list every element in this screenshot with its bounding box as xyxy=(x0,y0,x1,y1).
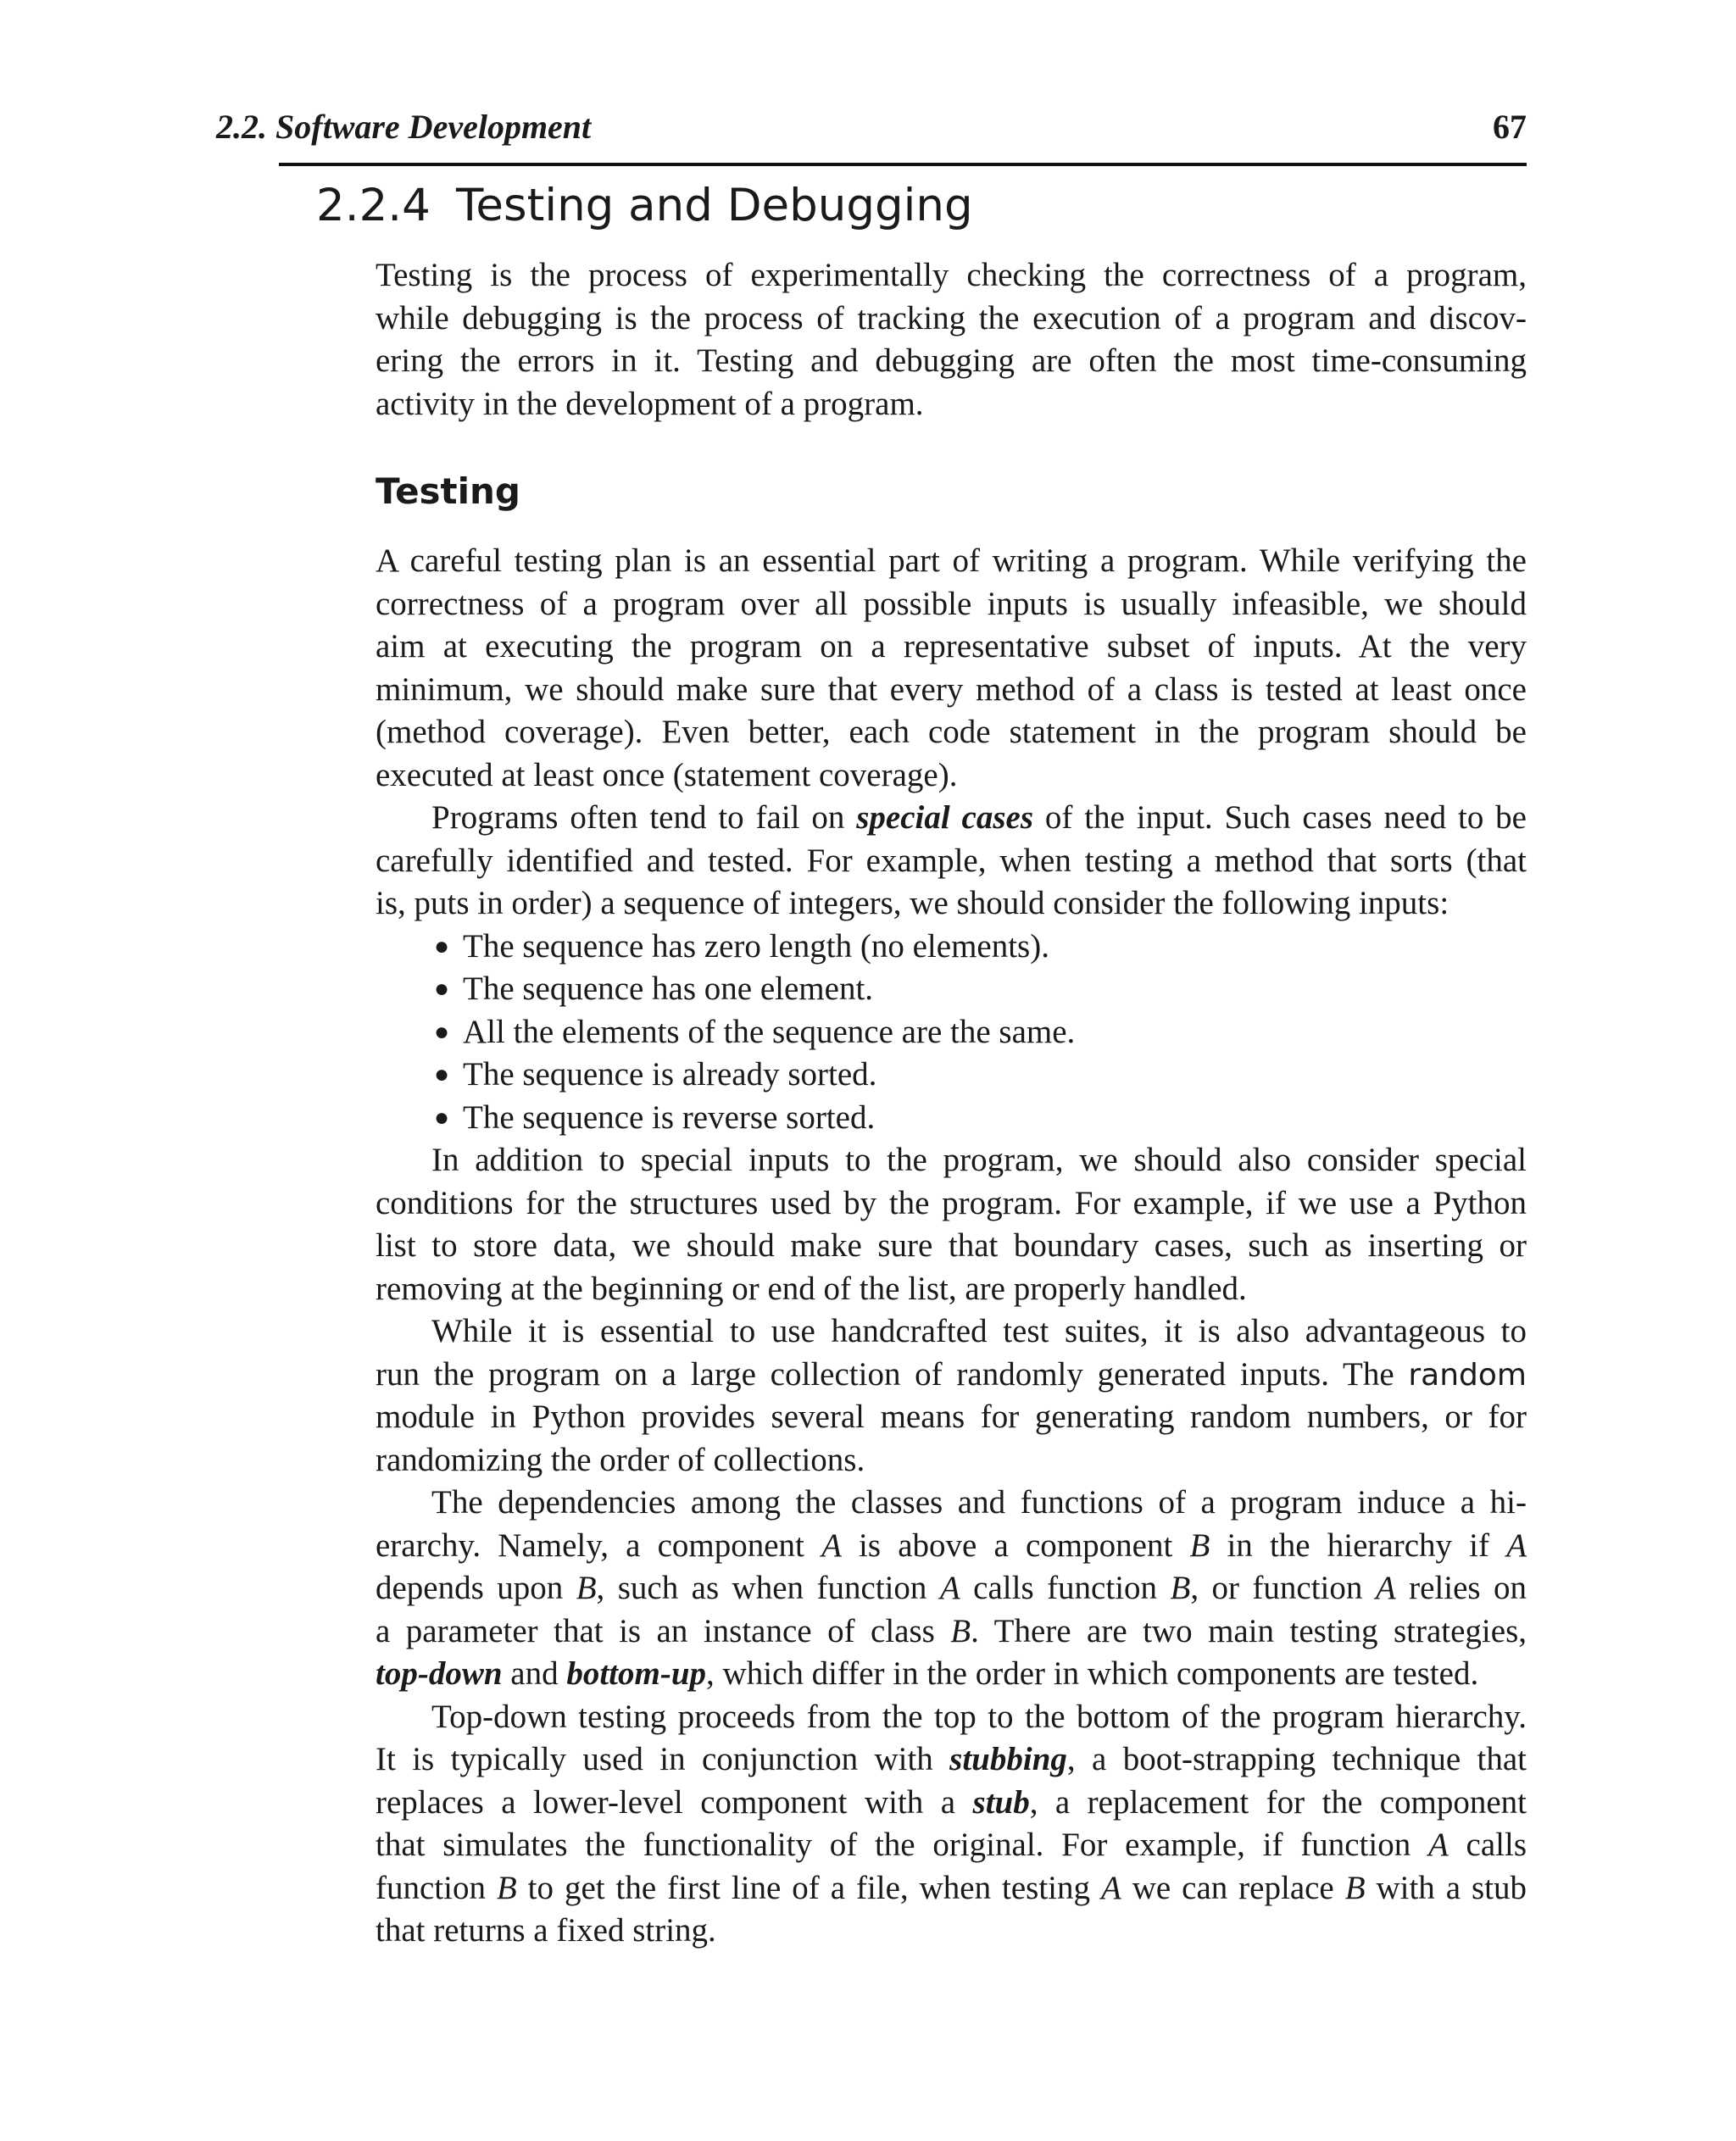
bullet-icon: ● xyxy=(434,975,450,1003)
text-line: While it is essential to use handcrafted test suites, it is also advantageous to xyxy=(431,1313,1527,1349)
text-run: to get the first line of a file, when testing xyxy=(516,1869,1101,1906)
text-line xyxy=(376,1354,1527,1397)
text-line xyxy=(376,1653,1527,1696)
text-line xyxy=(376,1824,1527,1867)
text-line: removing at the beginning or end of the list, are properly handled. xyxy=(376,1270,1247,1307)
bullet-icon: ● xyxy=(434,1017,450,1046)
math-symbol: B xyxy=(1344,1869,1366,1906)
text-line: minimum, we should make sure that every method of a class is tested at least once xyxy=(376,670,1527,708)
text-run: Programs often tend to fail on xyxy=(431,799,857,836)
body-text xyxy=(376,540,1527,1953)
key-term: top-down xyxy=(376,1655,503,1692)
list-item-text: The sequence is reverse sorted. xyxy=(463,1098,876,1136)
math-symbol: A xyxy=(1427,1827,1449,1863)
key-term: bottom-up xyxy=(566,1655,707,1692)
text-line: module in Python provides several means for generating random numbers, or for xyxy=(376,1399,1527,1435)
list-item xyxy=(376,926,1527,969)
text-line: Testing is the process of experimentally checking the correctness of a program, xyxy=(376,257,1527,293)
text-run: function xyxy=(376,1869,497,1906)
math-symbol: A xyxy=(821,1527,842,1564)
list-item-text: The sequence has one element. xyxy=(463,970,874,1007)
text-run: replaces a lower-level component with a xyxy=(376,1783,973,1821)
text-line: activity in the development of a program. xyxy=(376,385,924,422)
text-run: , or function xyxy=(1190,1570,1376,1606)
math-symbol: A xyxy=(1100,1869,1121,1906)
list-item xyxy=(376,968,1527,1011)
text-run: relies on xyxy=(1395,1570,1527,1606)
bullet-list xyxy=(376,926,1527,1140)
text-run: , a boot-strapping technique that xyxy=(1066,1741,1527,1777)
list-item-text: All the elements of the sequence are the same. xyxy=(463,1013,1076,1050)
text-line: (method coverage). Even better, each code statement in the program should be xyxy=(376,714,1527,750)
math-symbol: B xyxy=(576,1570,597,1606)
math-symbol: B xyxy=(496,1869,517,1906)
page-number: 67 xyxy=(1493,108,1527,146)
math-symbol: B xyxy=(1170,1570,1191,1606)
text-run: is above a component xyxy=(841,1527,1190,1564)
inline-code: random xyxy=(1408,1357,1527,1393)
section-title: Testing and Debugging xyxy=(456,180,973,231)
text-line xyxy=(376,1782,1527,1825)
text-line: Top-down testing proceeds from the top to the bottom of the program hierarchy. xyxy=(431,1698,1527,1735)
text-run: we can replace xyxy=(1121,1869,1345,1906)
text-line: In addition to special inputs to the program, we should also consider special xyxy=(431,1142,1527,1178)
math-symbol: A xyxy=(1375,1570,1396,1606)
running-head-title: 2.2. Software Development xyxy=(216,108,592,146)
text-line xyxy=(376,1610,1527,1654)
text-run: , such as when function xyxy=(596,1570,940,1606)
list-item xyxy=(376,1054,1527,1097)
key-term: stubbing xyxy=(949,1741,1067,1777)
math-symbol: B xyxy=(950,1612,971,1649)
text-run: , a replacement for the component xyxy=(1029,1783,1527,1821)
text-run: and xyxy=(502,1655,567,1692)
text-run: It is typically used in conjunction with xyxy=(376,1741,950,1777)
key-term: stub xyxy=(972,1783,1030,1821)
text-run: , which differ in the order in which components are tested. xyxy=(706,1655,1479,1692)
text-run: that simulates the functionality of the original. For example, if function xyxy=(376,1827,1428,1863)
bullet-icon: ● xyxy=(434,1103,450,1132)
text-run: run the program on a large collection of randomly generated inputs. The xyxy=(376,1355,1409,1393)
text-line: that returns a fixed string. xyxy=(376,1912,716,1949)
text-line xyxy=(376,1738,1527,1782)
bullet-icon: ● xyxy=(434,931,450,960)
math-symbol: B xyxy=(1189,1527,1210,1564)
header-rule xyxy=(279,163,1527,166)
text-run: depends upon xyxy=(376,1570,576,1606)
text-run: calls xyxy=(1448,1827,1527,1863)
text-line: carefully identified and tested. For example, when testing a method that sorts (that xyxy=(376,842,1527,879)
key-term: special cases xyxy=(856,799,1034,836)
text-line: randomizing the order of collections. xyxy=(376,1441,865,1478)
text-run: . There are two main testing strategies, xyxy=(971,1612,1527,1649)
running-head xyxy=(216,102,1527,153)
text-line: A careful testing plan is an essential part of writing a program. While verifying the xyxy=(376,542,1527,579)
text-line: is, puts in order) a sequence of integers, we should consider the following inputs: xyxy=(376,885,1449,921)
text-line: list to store data, we should make sure that boundary cases, such as inserting or xyxy=(376,1227,1527,1264)
section-number: 2.2.4 xyxy=(316,180,431,231)
text-line: while debugging is the process of tracking the execution of a program and discov- xyxy=(376,299,1527,336)
bullet-icon: ● xyxy=(434,1060,450,1088)
text-line xyxy=(376,1525,1527,1568)
text-run: calls function xyxy=(960,1570,1171,1606)
text-run: erarchy. Namely, a component xyxy=(376,1527,822,1564)
text-run: a parameter that is an instance of class xyxy=(376,1612,951,1649)
text-run: with a stub xyxy=(1365,1869,1527,1906)
intro-paragraph xyxy=(376,254,1527,425)
math-symbol: A xyxy=(939,1570,960,1606)
text-line xyxy=(376,797,1527,840)
list-item-text: The sequence has zero length (no elements). xyxy=(463,927,1049,965)
text-line xyxy=(376,1567,1527,1610)
math-symbol: A xyxy=(1506,1527,1527,1564)
list-item xyxy=(376,1011,1527,1054)
text-line: aim at executing the program on a representative subset of inputs. At the very xyxy=(376,628,1527,665)
list-item-text: The sequence is already sorted. xyxy=(463,1056,877,1093)
text-line: executed at least once (statement coverage). xyxy=(376,756,958,793)
text-run: of the input. Such cases need to be xyxy=(1033,799,1527,836)
text-line: conditions for the structures used by the program. For example, if we use a Python xyxy=(376,1184,1527,1221)
text-line xyxy=(376,1867,1527,1910)
text-line: ering the errors in it. Testing and debugging are often the most time-consuming xyxy=(376,342,1527,379)
text-line: correctness of a program over all possible inputs is usually infeasible, we should xyxy=(376,585,1527,622)
text-run: in the hierarchy if xyxy=(1210,1527,1507,1564)
text-line: The dependencies among the classes and functions of a program induce a hi- xyxy=(431,1484,1527,1521)
section-heading xyxy=(316,176,1503,236)
subsection-heading: Testing xyxy=(376,470,520,512)
list-item xyxy=(376,1097,1527,1140)
